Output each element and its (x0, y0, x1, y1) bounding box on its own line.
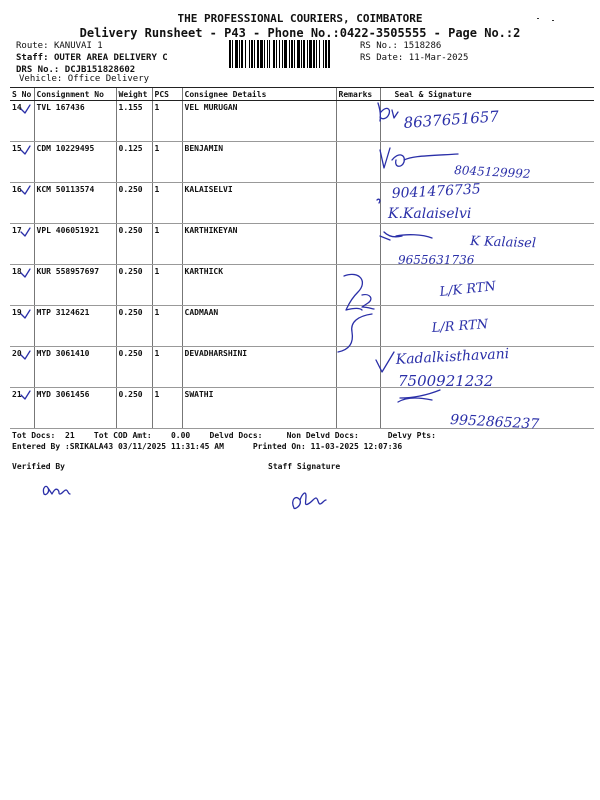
route-value: KANUVAI 1 (53, 41, 103, 51)
consignee-cell: CADMAAN (182, 306, 336, 347)
barcode-bar (257, 40, 259, 68)
consignee-cell: SWATHI (182, 388, 336, 429)
rs-date-value: 11-Mar-2025 (408, 53, 469, 63)
col-header-sno: S No (10, 88, 34, 101)
consignment-cell: CDM 10229495 (34, 142, 116, 183)
tot-docs-label: Tot Docs: (12, 431, 56, 440)
pcs-cell: 1 (152, 347, 182, 388)
totals-line (12, 431, 436, 440)
rs-date-line (360, 53, 468, 65)
handwritten-phone: 8637651657 (403, 107, 500, 132)
barcode-bar (254, 40, 255, 68)
handwritten-return-note: L/R RTN (431, 317, 489, 336)
tot-cod-label: Tot COD Amt: (93, 431, 152, 440)
printed-on-label: Printed On: (252, 442, 306, 451)
rs-date-label: RS Date: (360, 53, 404, 63)
vehicle-value: Office Delivery (67, 74, 150, 84)
delvd-docs-label: Delvd Docs: (209, 431, 263, 440)
barcode-bar (319, 40, 320, 68)
staff-signature-label: Staff Signature (268, 462, 341, 471)
barcode-bar (239, 40, 240, 68)
consignment-cell: MYD 3061456 (34, 388, 116, 429)
barcode-bar (294, 40, 295, 68)
seal-signature-cell (380, 388, 594, 429)
handwritten-phone: 9655631736 (398, 253, 475, 267)
barcode-bar (316, 40, 317, 68)
col-header-consignee: Consignee Details (182, 88, 336, 101)
barcode-bar (251, 40, 253, 68)
table-header-row (10, 88, 594, 101)
weight-cell: 0.250 (116, 306, 152, 347)
handwritten-return-note: L/K RTN (438, 279, 497, 300)
table-row (10, 224, 594, 265)
route-line (16, 41, 103, 53)
scan-speck (552, 20, 554, 21)
table-row (10, 142, 594, 183)
remarks-cell (336, 388, 380, 429)
barcode-bar (301, 40, 302, 68)
table-row (10, 388, 594, 429)
col-header-remarks: Remarks (336, 88, 380, 101)
weight-cell: 0.125 (116, 142, 152, 183)
staff-signature (293, 493, 326, 508)
pcs-cell: 1 (152, 183, 182, 224)
pcs-cell: 1 (152, 142, 182, 183)
runsheet-table (10, 87, 594, 429)
consignee-cell: BENJAMIN (182, 142, 336, 183)
consignment-cell: KCM 50113574 (34, 183, 116, 224)
tot-docs-value: 21 (65, 431, 75, 440)
sno-cell: 16 (10, 183, 34, 224)
pcs-cell: 1 (152, 101, 182, 142)
barcode-bar (260, 40, 263, 68)
barcode-bar (232, 40, 233, 68)
delvy-pts-label: Delvy Pts: (387, 431, 436, 440)
barcode-bar (289, 40, 290, 68)
barcode-bar (323, 40, 324, 68)
company-title: THE PROFESSIONAL COURIERS, COIMBATORE (177, 12, 423, 25)
barcode-bar (279, 40, 280, 68)
seal-signature-cell (380, 183, 594, 224)
barcode-bar (303, 40, 305, 68)
weight-cell: 0.250 (116, 388, 152, 429)
barcode-bar (269, 40, 270, 68)
weight-cell: 0.250 (116, 265, 152, 306)
barcode-bar (328, 40, 330, 68)
printed-on-value: 11-03-2025 12:07:36 (310, 442, 403, 451)
staff-value: OUTER AREA DELIVERY C (53, 53, 168, 63)
seal-signature-cell (380, 347, 594, 388)
barcode-bar (267, 40, 268, 68)
handwritten-name: K Kalaisel (469, 234, 537, 252)
entered-printed-line (12, 442, 402, 451)
seal-signature-cell (380, 101, 594, 142)
col-header-pcs: PCS (152, 88, 182, 101)
remarks-cell (336, 306, 380, 347)
weight-cell: 0.250 (116, 183, 152, 224)
drs-value: DCJB151828602 (64, 65, 136, 75)
consignment-cell: MTP 3124621 (34, 306, 116, 347)
scan-speck (537, 18, 539, 19)
verified-by-signature (43, 486, 70, 494)
rs-no-value: 1518286 (403, 41, 442, 51)
vehicle-line (19, 74, 149, 86)
runsheet-subtitle: Delivery Runsheet - P43 - Phone No.:0422-3505555 - Page No.:2 (79, 26, 521, 40)
remarks-cell (336, 142, 380, 183)
sno-cell: 17 (10, 224, 34, 265)
handwritten-phone: 9041476735 (391, 181, 482, 202)
consignment-cell: MYD 3061410 (34, 347, 116, 388)
vehicle-label: Vehicle: (19, 74, 63, 84)
col-header-consignment: Consignment No (34, 88, 116, 101)
table-row (10, 306, 594, 347)
handwritten-phone: 8045129992 (453, 163, 531, 181)
barcode-bar (282, 40, 283, 68)
consignment-cell: VPL 406051921 (34, 224, 116, 265)
entered-by-value: SRIKALA43 03/11/2025 11:31:45 AM (69, 442, 224, 451)
barcode-bar (325, 40, 327, 68)
sno-cell: 14 (10, 101, 34, 142)
consignee-cell: DEVADHARSHINI (182, 347, 336, 388)
weight-cell: 0.250 (116, 347, 152, 388)
staff-label: Staff: (16, 53, 49, 63)
sno-cell: 18 (10, 265, 34, 306)
barcode-bar (241, 40, 243, 68)
tot-cod-value: 0.00 (170, 431, 191, 440)
consignment-cell: KUR 558957697 (34, 265, 116, 306)
weight-cell: 0.250 (116, 224, 152, 265)
drs-barcode (229, 40, 355, 68)
sno-cell: 15 (10, 142, 34, 183)
table-row (10, 101, 594, 142)
table-row (10, 265, 594, 306)
barcode-bar (313, 40, 315, 68)
remarks-cell (336, 183, 380, 224)
remarks-cell (336, 224, 380, 265)
consignee-cell: KALAISELVI (182, 183, 336, 224)
barcode-bar (249, 40, 250, 68)
consignee-cell: VEL MURUGAN (182, 101, 336, 142)
pcs-cell: 1 (152, 306, 182, 347)
pcs-cell: 1 (152, 265, 182, 306)
sno-cell: 19 (10, 306, 34, 347)
barcode-bar (276, 40, 277, 68)
non-delvd-docs-label: Non Delvd Docs: (286, 431, 359, 440)
seal-signature-cell (380, 306, 594, 347)
barcode-bar (309, 40, 312, 68)
barcode-bar (307, 40, 308, 68)
barcode-bar (273, 40, 275, 68)
consignee-cell: KARTHIKEYAN (182, 224, 336, 265)
col-header-seal-signature: Seal & Signature (380, 88, 594, 101)
sno-cell: 20 (10, 347, 34, 388)
consignment-cell: TVL 167436 (34, 101, 116, 142)
barcode-bar (264, 40, 265, 68)
pcs-cell: 1 (152, 224, 182, 265)
consignee-cell: KARTHICK (182, 265, 336, 306)
seal-signature-cell (380, 224, 594, 265)
rs-no-label: RS No.: (360, 41, 398, 51)
barcode-bar (235, 40, 238, 68)
entered-by-label: Entered By : (12, 442, 70, 451)
remarks-cell (336, 347, 380, 388)
seal-signature-cell (380, 142, 594, 183)
barcode-bar (229, 40, 231, 68)
verified-by-label: Verified By (12, 462, 65, 471)
handwritten-name: Kadalkisthavani (395, 346, 510, 368)
rs-no-line (360, 41, 441, 53)
pcs-cell: 1 (152, 388, 182, 429)
handwritten-name: K.Kalaiselvi (388, 206, 472, 222)
seal-signature-cell (380, 265, 594, 306)
route-label: Route: (16, 41, 49, 51)
handwritten-phone: 7500921232 (398, 372, 494, 390)
col-header-weight: Weight (116, 88, 152, 101)
handwritten-phone: 9952865237 (449, 412, 540, 433)
staff-line (16, 53, 168, 65)
barcode-bar (284, 40, 287, 68)
barcode-bar (297, 40, 300, 68)
weight-cell: 1.155 (116, 101, 152, 142)
drs-label: DRS No.: (16, 65, 60, 75)
barcode-bar (245, 40, 246, 68)
remarks-cell (336, 101, 380, 142)
table-row (10, 347, 594, 388)
barcode-bar (291, 40, 293, 68)
remarks-cell (336, 265, 380, 306)
sno-cell: 21 (10, 388, 34, 429)
table-row (10, 183, 594, 224)
